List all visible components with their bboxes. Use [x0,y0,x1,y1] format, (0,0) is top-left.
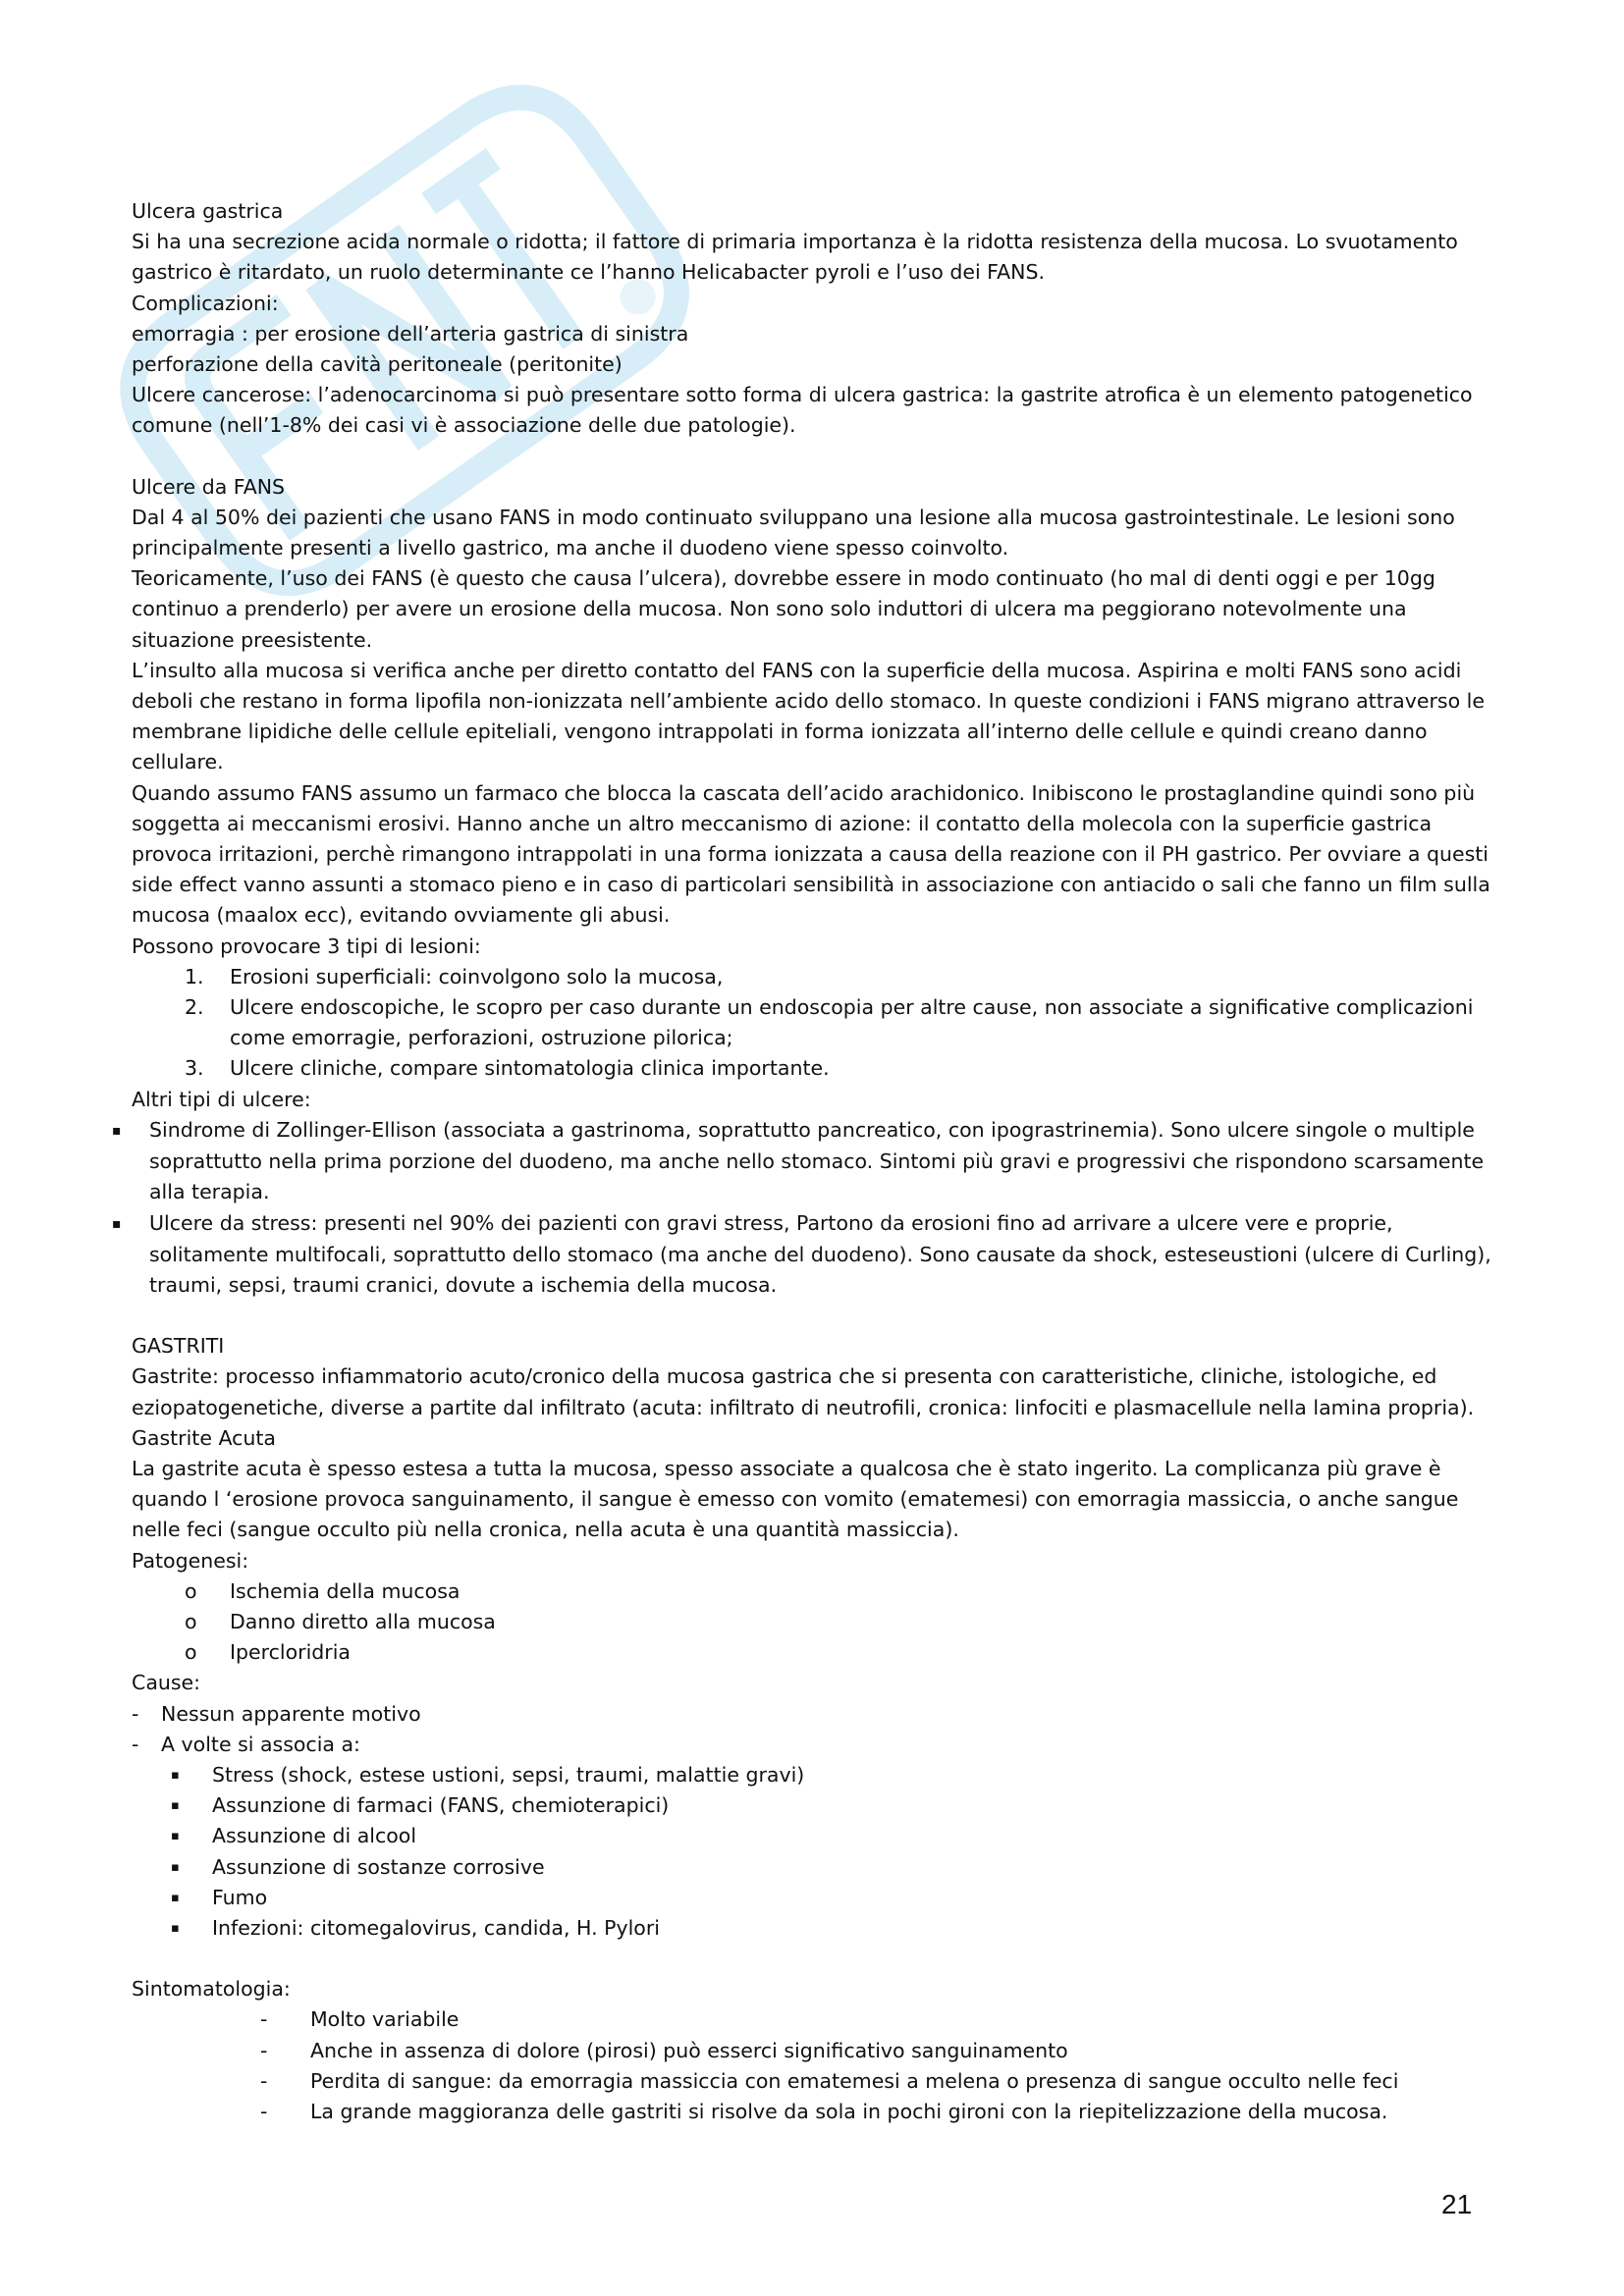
circle-bullet-icon: o [185,1578,197,1603]
dash-bullet-icon: - [132,1701,139,1726]
list-item-text: La grande maggioranza delle gastriti si risolve da sola in pochi gironi con la riepitelizzazione della mucosa. [310,2099,1388,2123]
list-item [132,1730,1496,1760]
list-item-text: Stress (shock, estese ustioni, sepsi, traumi, malattie gravi) [212,1762,805,1787]
cause-list [132,1699,1496,1760]
list-item-text: Perdita di sangue: da emorragia massiccia con ematemesi a melena o presenza di sangue occulto nelle feci [310,2068,1399,2093]
altri-ulcere-list [112,1115,1496,1301]
list-item [132,1699,1496,1730]
list-number: 2. [185,995,204,1020]
list-item [132,1607,1496,1637]
paragraph: perforazione della cavità peritoneale (peritonite) [132,352,623,377]
section-title-gastriti: GASTRITI [132,1334,225,1359]
list-item-text: Ulcere endoscopiche, le scopro per caso durante un endoscopia per altre cause, non associate a significative complicazioni come emorragie, perforazioni, ostruzione pilorica; [230,995,1474,1050]
dash-bullet-icon: - [260,2068,268,2093]
list-item-text: Anche in assenza di dolore (pirosi) può esserci significativo sanguinamento [310,2038,1068,2062]
list-item [112,1115,1496,1208]
square-bullet-icon: ▪ [171,1829,180,1844]
patogenesi-intro: Patogenesi: [132,1548,249,1573]
section-title-ulcere-fans: Ulcere da FANS [132,474,286,499]
square-bullet-icon: ▪ [112,1215,122,1232]
list-item-text: Assunzione di farmaci (FANS, chemioterapici) [212,1793,670,1818]
subheading-complicazioni: Complicazioni: [132,291,279,315]
list-item [132,1913,1496,1944]
cause-sub-list [132,1760,1496,1944]
dash-bullet-icon: - [260,2007,268,2032]
paragraph: L’insulto alla mucosa si verifica anche per diretto contatto del FANS con la superficie della mucosa. Aspirina e molti FANS sono acidi deboli che restano in forma lipofila non-ionizzata nell’ambiente acido dello stomaco. In queste condizioni i FANS migrano attraverso le membrane lipidiche delle cellule epiteliali, vengono intrappolati in forma ionizzata all’interno delle cellule e quindi creano danno cellulare. [132,658,1485,774]
patogenesi-list [132,1576,1496,1669]
list-item-text: Ipercloridria [230,1640,351,1665]
list-item [132,2097,1496,2127]
list-item [132,2036,1496,2066]
list-item-text: Danno diretto alla mucosa [230,1609,496,1633]
section-title-ulcera-gastrica: Ulcera gastrica [132,199,284,223]
paragraph: Ulcere cancerose: l’adenocarcinoma si può presentare sotto forma di ulcera gastrica: la gastrite atrofica è un elemento patogenetico comune (nell’1-8% dei casi vi è associazione delle due patologie). [132,383,1473,438]
dash-bullet-icon: - [132,1732,139,1756]
list-item [132,1790,1496,1821]
list-number: 1. [185,964,204,988]
list-item-text: Fumo [212,1885,268,1909]
list-item [132,1637,1496,1668]
list-item-text: Sindrome di Zollinger-Ellison (associata a gastrinoma, soprattutto pancreatico, con ipograstrinemia). Sono ulcere singole o multiple soprattutto nella prima porzione del duodeno, ma anche nello stomaco. Sintomi più gravi e progressivi che rispondono scarsamente alla terapia. [149,1117,1485,1204]
document-body [112,196,1496,2127]
lesioni-intro: Possono provocare 3 tipi di lesioni: [132,934,481,958]
list-item [132,1760,1496,1790]
sintomatologia-intro: Sintomatologia: [132,1977,291,2002]
list-item-text: Ulcere da stress: presenti nel 90% dei pazienti con gravi stress, Partono da erosioni fino ad arrivare a ulcere vere e proprie, solitamente multifocali, soprattutto dello stomaco (ma anche del duodeno). Sono causate da shock, esteseustioni (ulcere di Curling), traumi, sepsi, traumi cranici, dovute a ischemia della mucosa. [149,1210,1491,1297]
cause-intro: Cause: [132,1671,201,1695]
circle-bullet-icon: o [185,1609,197,1633]
list-item-text: Ischemia della mucosa [230,1578,460,1603]
square-bullet-icon: ▪ [171,1890,180,1905]
subheading-gastrite-acuta: Gastrite Acuta [132,1425,276,1450]
dash-bullet-icon: - [260,2099,268,2123]
list-number: 3. [185,1056,204,1081]
list-item-text: Molto variabile [310,2007,460,2032]
circle-bullet-icon: o [185,1640,197,1665]
list-item [132,2066,1496,2097]
square-bullet-icon: ▪ [112,1122,122,1139]
paragraph: Dal 4 al 50% dei pazienti che usano FANS in modo continuato sviluppano una lesione alla mucosa gastrointestinale. Le lesioni sono principalmente presenti a livello gastrico, ma anche il duodeno viene spesso coinvolto. [132,505,1455,561]
lesioni-list [132,962,1496,1085]
list-item-text: Ulcere cliniche, compare sintomatologia clinica importante. [230,1056,830,1081]
square-bullet-icon: ▪ [171,1767,180,1783]
list-item [132,1053,1496,1084]
dash-bullet-icon: - [260,2038,268,2062]
square-bullet-icon: ▪ [171,1798,180,1814]
list-item-text: Infezioni: citomegalovirus, candida, H. Pylori [212,1915,660,1940]
list-item [132,1852,1496,1883]
paragraph: Quando assumo FANS assumo un farmaco che blocca la cascata dell’acido arachidonico. Inibiscono le prostaglandine quindi sono più soggetta ai meccanismi erosivi. Hanno anche un altro meccanismo di azione: il contatto della molecola con la superficie gastrica provoca irritazioni, perchè rimangono intrappolati in una forma ionizzata a causa della reazione con il PH gastrico. Per ovviare a questi side effect vanno assunti a stomaco pieno e in caso di particolari sensibilità in associazione con antiacido o sali che fanno un film sulla mucosa (maalox ecc), evitando ovviamente gli abusi. [132,780,1490,928]
list-item-text: Nessun apparente motivo [161,1701,421,1726]
paragraph: Gastrite: processo infiammatorio acuto/cronico della mucosa gastrica che si presenta con caratteristiche, cliniche, istologiche, ed eziopatogenetiche, diverse a partite dal infiltrato (acuta: infiltrato di neutrofili, cronica: linfociti e plasmacellule nella lamina propria). [132,1364,1475,1419]
list-item [132,2004,1496,2035]
square-bullet-icon: ▪ [171,1920,180,1936]
paragraph: Teoricamente, l’uso dei FANS (è questo che causa l’ulcera), dovrebbe essere in modo continuato (ho mal di denti oggi e per 10gg continuo a prenderlo) per avere un erosione della mucosa. Non sono solo induttori di ulcera ma peggiorano notevolmente una situazione preesistente. [132,566,1435,652]
list-item [132,1576,1496,1607]
list-item-text: Assunzione di sostanze corrosive [212,1854,545,1879]
altri-intro: Altri tipi di ulcere: [132,1087,311,1111]
list-item [112,1208,1496,1302]
page-number: 21 [1441,2189,1473,2219]
list-item-text: Erosioni superficiali: coinvolgono solo la mucosa, [230,964,724,988]
list-item-text: Assunzione di alcool [212,1824,417,1848]
paragraph: emorragia : per erosione dell’arteria gastrica di sinistra [132,321,689,346]
sintomatologia-list [132,2004,1496,2127]
list-item [132,1883,1496,1913]
square-bullet-icon: ▪ [171,1859,180,1875]
list-item [132,992,1496,1053]
list-item [132,1821,1496,1851]
paragraph: La gastrite acuta è spesso estesa a tutta la mucosa, spesso associate a qualcosa che è stato ingerito. La complicanza più grave è quando l ‘erosione provoca sanguinamento, il sangue è emesso con vomito (ematemesi) con emorragia massiccia, o anche sangue nelle feci (sangue occulto più nella cronica, nella acuta è una quantità massiccia). [132,1456,1459,1542]
list-item [132,962,1496,992]
list-item-text: A volte si associa a: [161,1732,360,1756]
paragraph: Si ha una secrezione acida normale o ridotta; il fattore di primaria importanza è la ridotta resistenza della mucosa. Lo svuotamento gastrico è ritardato, un ruolo determinante ce l’hanno Helicabacter pyroli e l’uso dei FANS. [132,230,1458,285]
